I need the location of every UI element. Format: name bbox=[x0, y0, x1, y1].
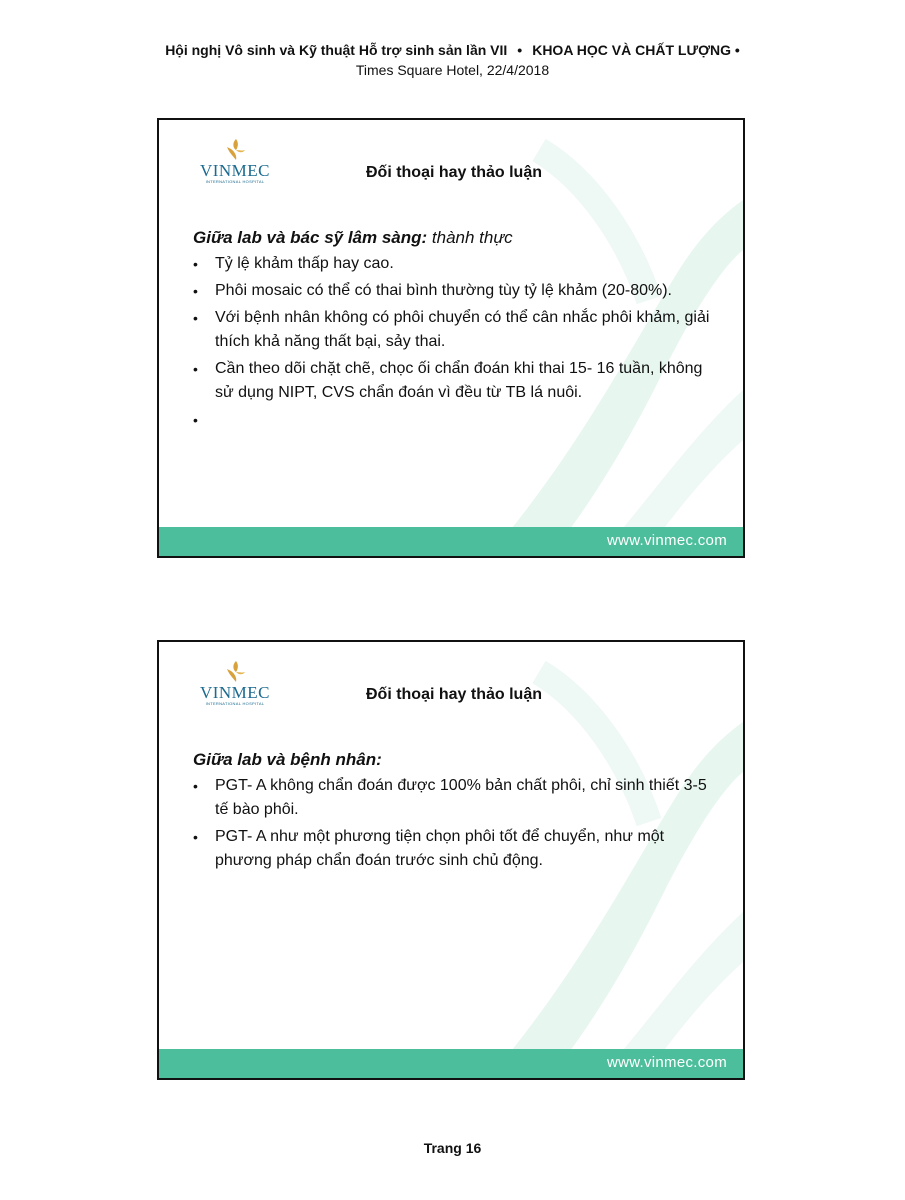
slide-footer bbox=[159, 527, 743, 556]
bird-logo-icon bbox=[224, 138, 246, 162]
slide-lead bbox=[193, 748, 713, 772]
header-trailing-bullet: • bbox=[734, 42, 740, 58]
conference-name: Hội nghị Vô sinh và Kỹ thuật Hỗ trợ sinh sản lần VII bbox=[165, 42, 508, 58]
list-item: • Với bệnh nhân không có phôi chuyển có thể cân nhắc phôi khảm, giải thích khả năng thất bại, sảy thai. bbox=[193, 309, 710, 350]
page-number: Trang 16 bbox=[423, 1140, 482, 1156]
list-item: • Phôi mosaic có thể có thai bình thường tùy tỷ lệ khảm (20-80%). bbox=[193, 282, 672, 299]
logo-wordmark: VINMEC bbox=[199, 161, 271, 180]
conference-title bbox=[0, 40, 905, 60]
lead-rest: thành thực bbox=[427, 228, 513, 247]
vinmec-logo bbox=[193, 660, 277, 716]
page-header bbox=[0, 40, 905, 80]
lead-bold: Giữa lab và bệnh nhân: bbox=[193, 750, 382, 769]
slide-1 bbox=[157, 118, 745, 558]
slide-lead bbox=[193, 226, 713, 250]
list-item: • Cần theo dõi chặt chẽ, chọc ối chẩn đoán khi thai 15- 16 tuần, không sử dụng NIPT, CVS chẩn đoán vì đều từ TB lá nuôi. bbox=[193, 360, 703, 401]
vinmec-logo bbox=[193, 138, 277, 194]
footer-url: www.vinmec.com bbox=[606, 1054, 727, 1071]
list-item: • PGT- A không chẩn đoán được 100% bản chất phôi, chỉ sinh thiết 3-5 tế bào phôi. bbox=[193, 777, 707, 818]
slide-body bbox=[193, 226, 713, 435]
bird-logo-icon bbox=[224, 660, 246, 684]
logo-wordmark: VINMEC bbox=[199, 683, 271, 702]
header-separator: • bbox=[517, 42, 523, 58]
slide-title: Đối thoại hay thảo luận bbox=[365, 686, 542, 703]
slide-footer bbox=[159, 1049, 743, 1078]
bullet-list bbox=[193, 252, 713, 432]
bullet-list bbox=[193, 774, 713, 873]
list-item: • PGT- A như một phương tiện chọn phôi tốt để chuyển, như một phương pháp chẩn đoán trước sinh chủ động. bbox=[193, 828, 665, 869]
conference-theme: KHOA HỌC VÀ CHẤT LƯỢNG bbox=[532, 42, 732, 58]
logo-subtitle: INTERNATIONAL HOSPITAL bbox=[205, 701, 265, 706]
slide-title: Đối thoại hay thảo luận bbox=[365, 164, 542, 181]
slide-2 bbox=[157, 640, 745, 1080]
lead-bold: Giữa lab và bác sỹ lâm sàng: bbox=[193, 228, 428, 247]
slide-body bbox=[193, 748, 713, 876]
footer-url: www.vinmec.com bbox=[606, 532, 727, 549]
list-item: • bbox=[193, 412, 198, 428]
list-item: • Tỷ lệ khảm thấp hay cao. bbox=[193, 255, 394, 272]
conference-venue: Times Square Hotel, 22/4/2018 bbox=[355, 62, 550, 78]
logo-subtitle: INTERNATIONAL HOSPITAL bbox=[205, 179, 265, 184]
